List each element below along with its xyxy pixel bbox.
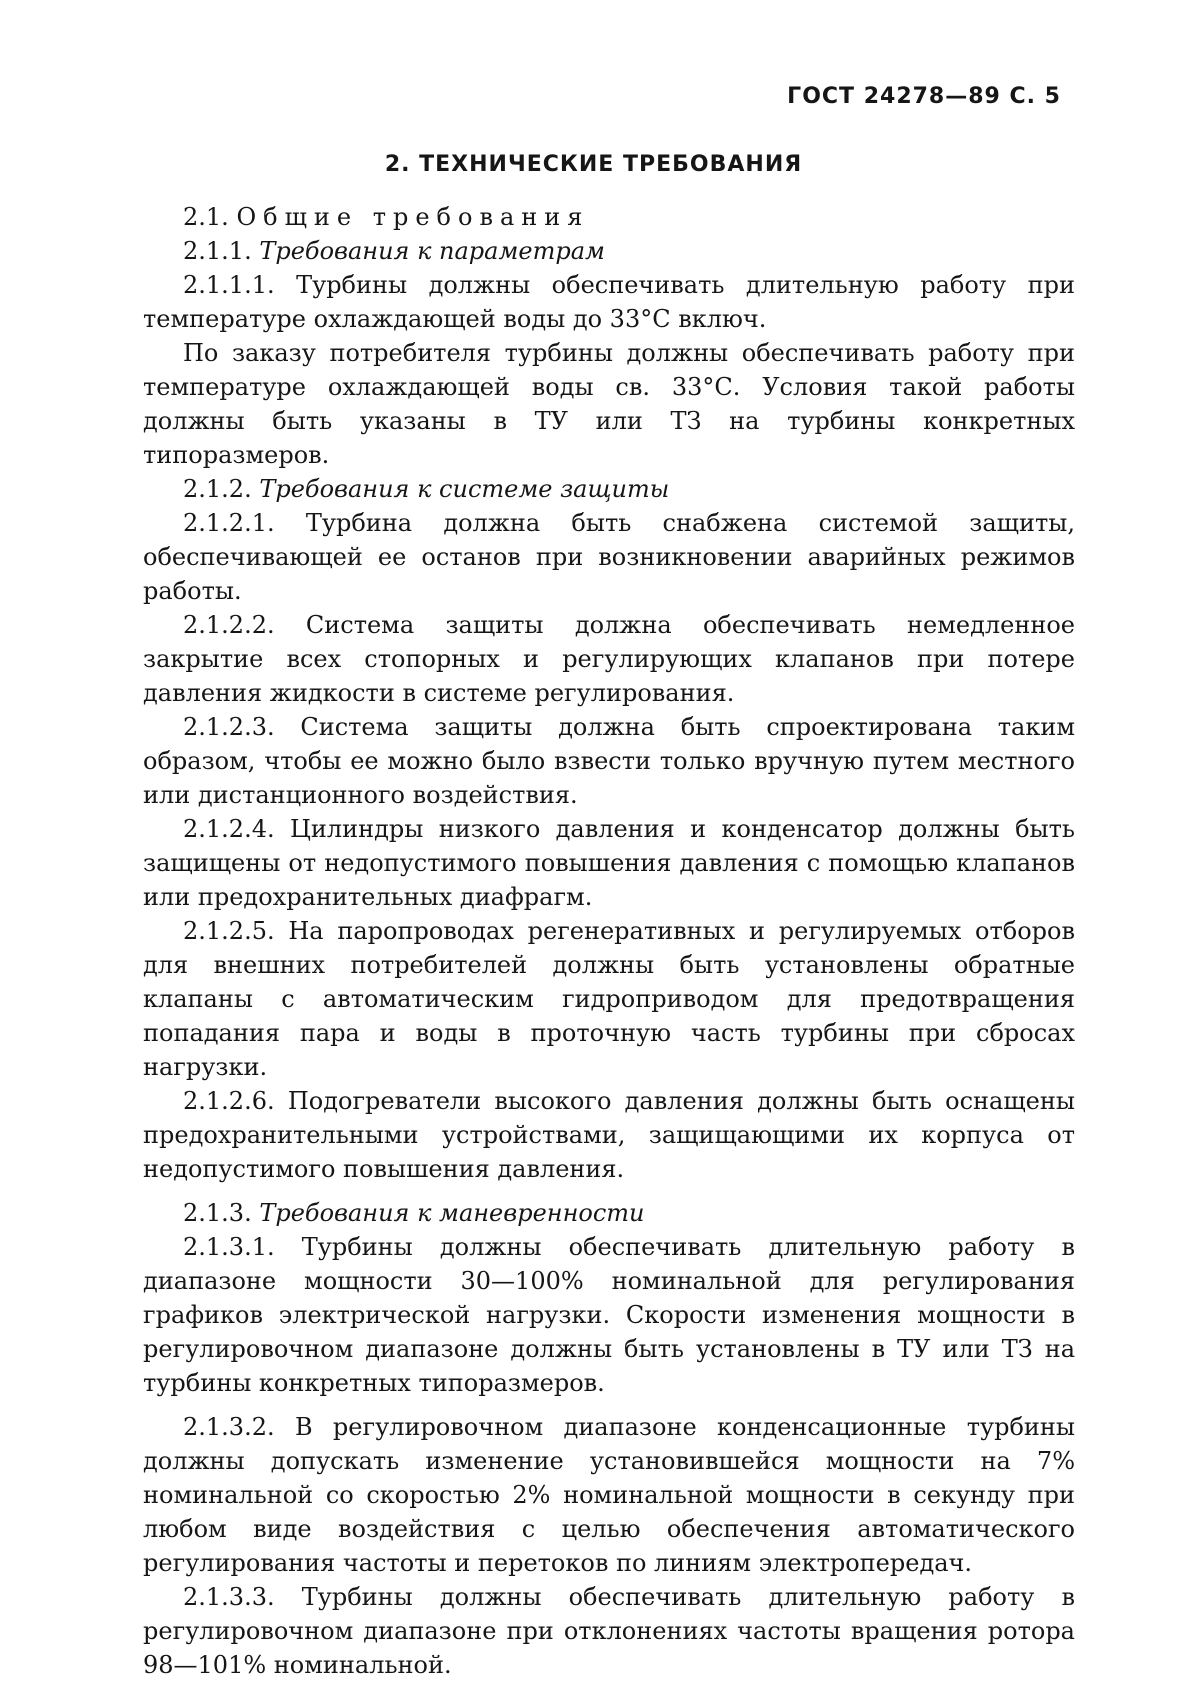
clause-heading: Требования к маневренности: [259, 1199, 645, 1227]
clause-text: Система защиты должна обеспечивать немедленное закрытие всех стопорных и регулирующих клапанов при потере давления жидкости в системе регулирования.: [143, 611, 1075, 707]
clause-number: 2.1.2.3.: [183, 713, 275, 741]
clause-2-1-3: [143, 1196, 1075, 1230]
clause-2-1: [143, 200, 1075, 234]
clause-2-1-2: [143, 472, 1075, 506]
clause-number: 2.1.2.2.: [183, 611, 275, 639]
clause-heading: Требования к параметрам: [259, 237, 605, 265]
document-body: [143, 200, 1075, 1682]
clause-2-1-3-1: [143, 1230, 1075, 1400]
clause-number: 2.1.1.1.: [183, 271, 275, 299]
clause-text: Система защиты должна быть спроектирована таким образом, чтобы ее можно было взвести только вручную путем местного или дистанционного воздействия.: [143, 713, 1075, 809]
clause-number: 2.1.2.6.: [183, 1087, 275, 1115]
clause-number: 2.1.2.: [183, 475, 252, 503]
section-title: 2. ТЕХНИЧЕСКИЕ ТРЕБОВАНИЯ: [384, 152, 803, 177]
clause-text: Турбины должны обеспечивать длительную работу в диапазоне мощности 30—100% номинальной для регулирования графиков электрической нагрузки. Скорости изменения мощности в регулировочном диапазоне должны быть установлены в ТУ или ТЗ на турбины конкретных типоразмеров.: [143, 1233, 1075, 1397]
clause-2-1-3-2: [143, 1410, 1075, 1580]
clause-number: 2.1.2.1.: [183, 509, 275, 537]
clause-heading: Требования к системе защиты: [259, 475, 670, 503]
clause-text: Турбины должны обеспечивать длительную работу в регулировочном диапазоне при отклонениях частоты вращения ротора 98—101% номинальной.: [143, 1583, 1075, 1679]
clause-number: 2.1.2.4.: [183, 815, 275, 843]
clause-2-1-2-6: [143, 1084, 1075, 1186]
clause-2-1-1-1: [143, 268, 1075, 336]
clause-text: По заказу потребителя турбины должны обеспечивать работу при температуре охлаждающей воды св. 33°С. Условия такой работы должны быть указаны в ТУ или ТЗ на турбины конкретных типоразмеров.: [143, 339, 1075, 469]
clause-2-1-2-5: [143, 914, 1075, 1084]
clause-2-1-1: [143, 234, 1075, 268]
clause-2-1-3-3: [143, 1580, 1075, 1682]
clause-number: 2.1.3.3.: [183, 1583, 275, 1611]
clause-text: Турбина должна быть снабжена системой защиты, обеспечивающей ее останов при возникновении аварийных режимов работы.: [143, 509, 1075, 605]
clause-heading: Общие требования: [236, 203, 590, 231]
clause-2-1-2-4: [143, 812, 1075, 914]
clause-text: Цилиндры низкого давления и конденсатор должны быть защищены от недопустимого повышения давления с помощью клапанов или предохранительных диафрагм.: [143, 815, 1075, 911]
clause-number: 2.1.2.5.: [183, 917, 275, 945]
clause-number: 2.1.1.: [183, 237, 252, 265]
clause-2-1-2-3: [143, 710, 1075, 812]
clause-number: 2.1.: [183, 203, 229, 231]
clause-number: 2.1.3.: [183, 1199, 252, 1227]
clause-text: На паропроводах регенеративных и регулируемых отборов для внешних потребителей должны быть установлены обратные клапаны с автоматическим гидроприводом для предотвращения попадания пара и воды в проточную часть турбины при сбросах нагрузки.: [143, 917, 1075, 1081]
running-header: ГОСТ 24278—89 С. 5: [787, 84, 1061, 109]
clause-2-1-2-2: [143, 608, 1075, 710]
clause-text: В регулировочном диапазоне конденсационные турбины должны допускать изменение установившейся мощности на 7% номинальной со скоростью 2% номинальной мощности в секунду при любом виде воздействия с целью обеспечения автоматического регулирования частоты и перетоков по линиям электропередач.: [143, 1413, 1076, 1577]
clause-text: Турбины должны обеспечивать длительную работу при температуре охлаждающей воды до 33°С включ.: [143, 271, 1075, 333]
clause-text: Подогреватели высокого давления должны быть оснащены предохранительными устройствами, защищающими их корпуса от недопустимого повышения давления.: [143, 1087, 1075, 1183]
clause-number: 2.1.3.2.: [183, 1413, 275, 1441]
paragraph-customer-order: [143, 336, 1075, 472]
clause-number: 2.1.3.1.: [183, 1233, 275, 1261]
clause-2-1-2-1: [143, 506, 1075, 608]
